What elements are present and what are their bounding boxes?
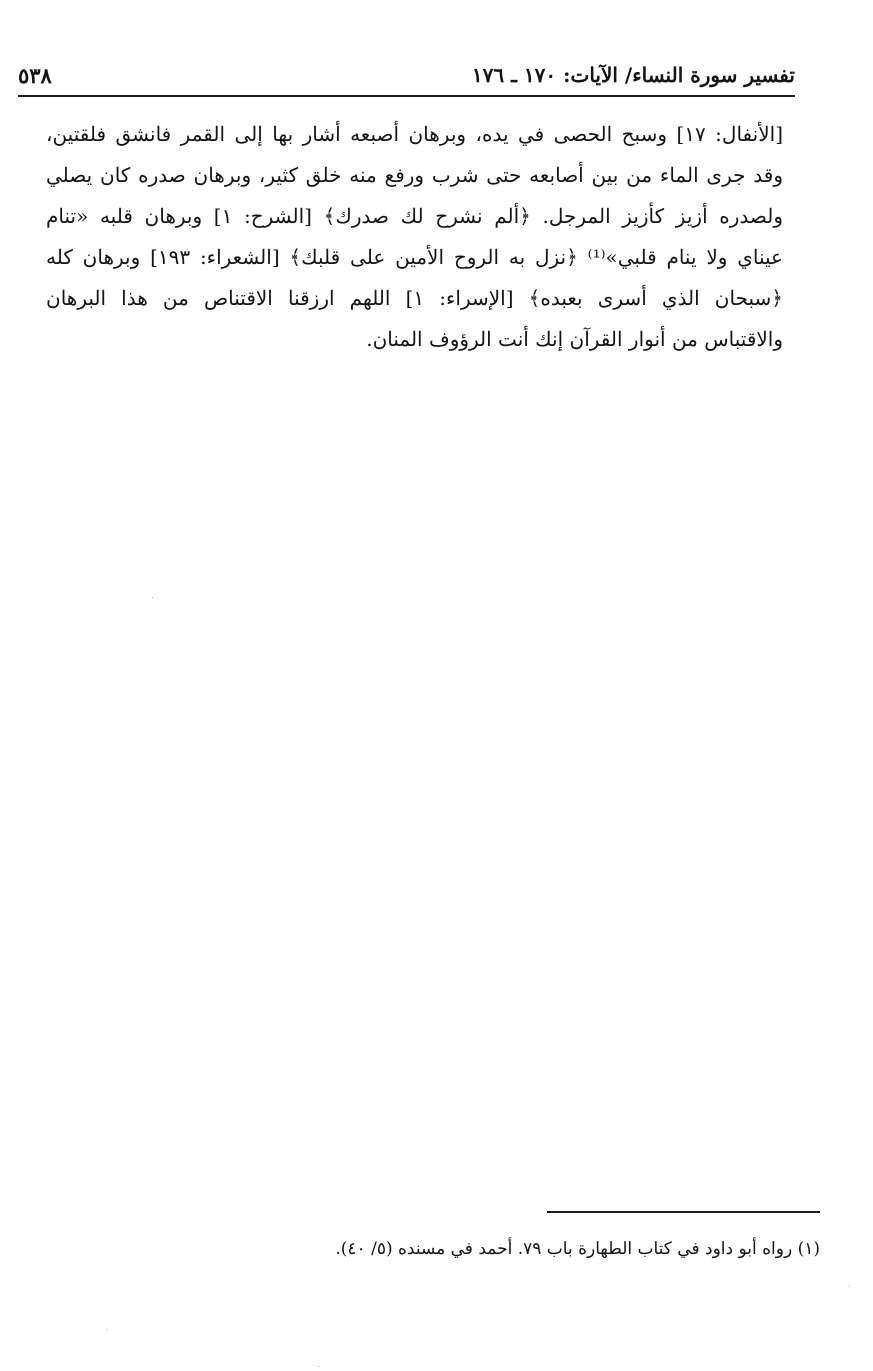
- scan-speck: [848, 1286, 849, 1287]
- scan-speck: [318, 1366, 319, 1367]
- text-line: ولصدره أزيز كأزيز المرجل. ﴿ألم نشرح لك صدرك﴾ [الشرح: ١] وبرهان قلبه «تنام: [46, 204, 783, 228]
- text-line: والاقتباس من أنوار القرآن إنك أنت الرؤوف المنان.: [366, 327, 783, 351]
- footnote: (١) رواه أبو داود في كتاب الطهارة باب ٧٩. أحمد في مسنده (٥/ ٤٠).: [335, 1239, 820, 1259]
- page-header: [18, 56, 795, 94]
- footnote-rule: [547, 1211, 820, 1213]
- text-line: وقد جرى الماء من بين أصابعه حتى شرب ورفع منه خلق كثير، وبرهان صدره كان يصلي: [46, 163, 783, 187]
- running-title: تفسير سورة النساء/ الآيات: ١٧٠ ـ ١٧٦: [471, 63, 795, 87]
- text-line: [الأنفال: ١٧] وسبح الحصى في يده، وبرهان أصبعه أشار بها إلى القمر فانشق فلقتين،: [46, 122, 783, 146]
- body-text: [46, 114, 783, 360]
- text-line: ﴿سبحان الذي أسرى بعبده﴾ [الإسراء: ١] اللهم ارزقنا الاقتناص من هذا البرهان: [46, 286, 783, 310]
- scan-speck: [106, 1329, 107, 1330]
- page-number: ٥٣٨: [18, 62, 52, 88]
- header-rule: [18, 95, 795, 97]
- text-line: عيناي ولا ينام قلبي»⁽¹⁾ ﴿نزل به الروح الأمين على قلبك﴾ [الشعراء: ١٩٣] وبرهان كله: [46, 245, 783, 269]
- scan-speck: [152, 597, 153, 598]
